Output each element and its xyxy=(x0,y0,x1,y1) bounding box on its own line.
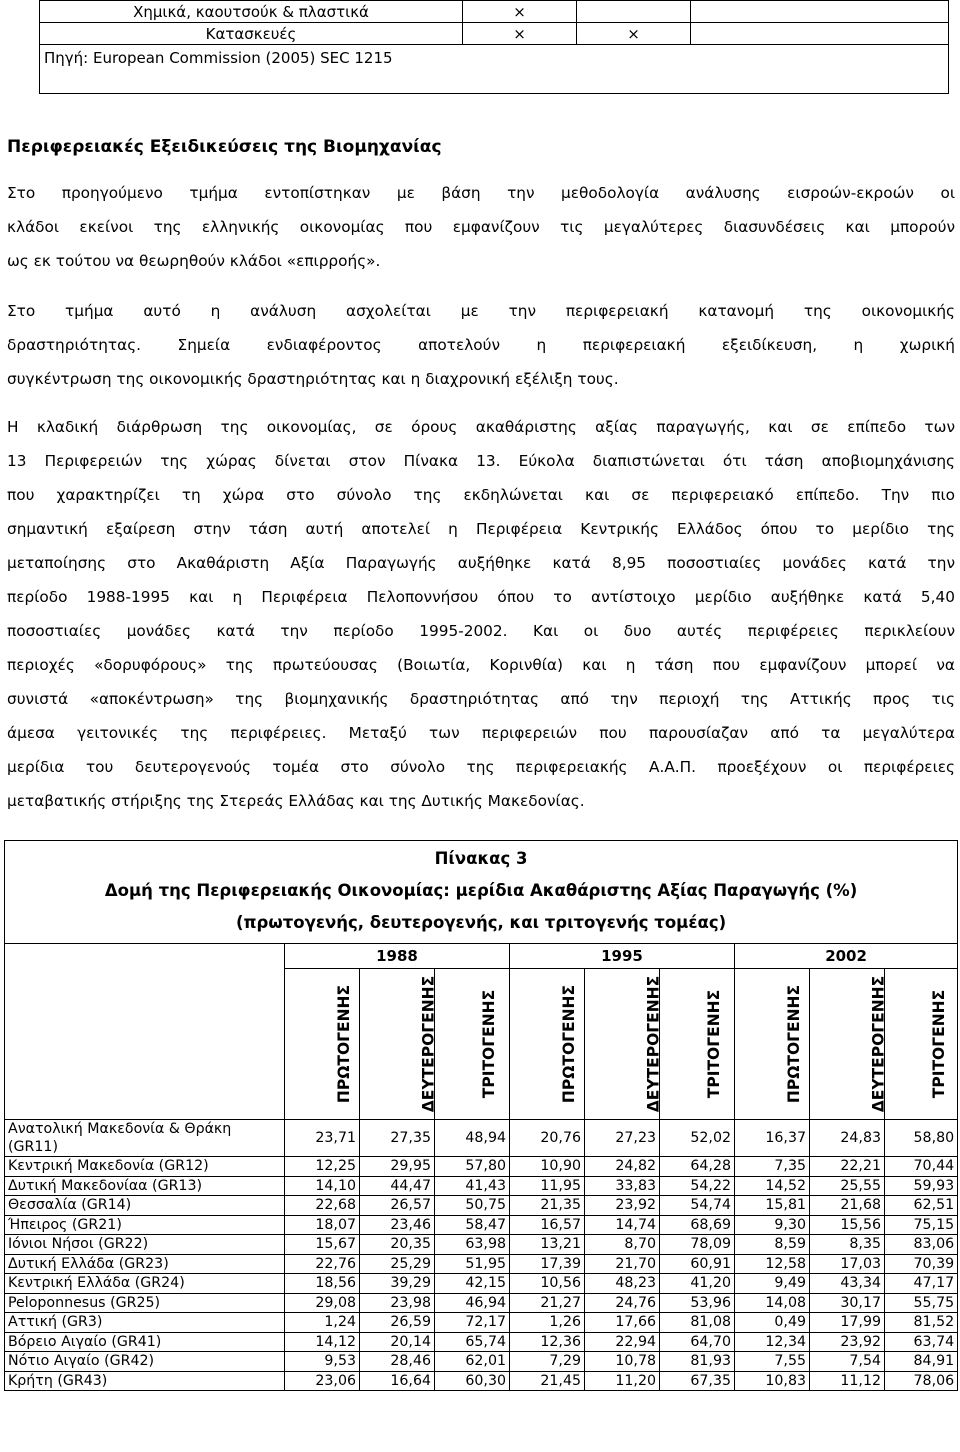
year-header: 2002 xyxy=(735,944,958,969)
share-value: 11,95 xyxy=(510,1176,585,1196)
sector-header xyxy=(885,969,958,1120)
share-value: 15,67 xyxy=(285,1235,360,1255)
share-value: 23,71 xyxy=(285,1120,360,1157)
share-value: 8,35 xyxy=(810,1235,885,1255)
share-value: 20,14 xyxy=(360,1332,435,1352)
year-header: 1988 xyxy=(285,944,510,969)
share-value: 57,80 xyxy=(435,1157,510,1177)
paragraph-line: συγκέντρωση της οικονομικής δραστηριότητας και η διαχρονική εξέλιξη τους. xyxy=(7,370,619,388)
table-row xyxy=(5,1176,958,1196)
share-value: 1,24 xyxy=(285,1313,360,1333)
share-value: 7,54 xyxy=(810,1352,885,1372)
share-value: 18,56 xyxy=(285,1274,360,1294)
share-value: 15,81 xyxy=(735,1196,810,1216)
share-value: 68,69 xyxy=(660,1215,735,1235)
region-name: Κρήτη (GR43) xyxy=(5,1371,285,1391)
share-value: 22,94 xyxy=(585,1332,660,1352)
source-empty xyxy=(577,45,949,94)
share-value: 26,59 xyxy=(360,1313,435,1333)
share-value: 21,35 xyxy=(510,1196,585,1216)
share-value: 16,64 xyxy=(360,1371,435,1391)
share-value: 44,47 xyxy=(360,1176,435,1196)
share-value: 81,93 xyxy=(660,1352,735,1372)
share-value: 21,45 xyxy=(510,1371,585,1391)
sector-header xyxy=(585,969,663,1120)
paragraph-line: 13 Περιφερειών της χώρας δίνεται στον Πίνακα 13. Εύκολα διαπιστώνεται ότι τάση αποβιομηχάνισης xyxy=(7,452,955,470)
share-value: 8,59 xyxy=(735,1235,810,1255)
year-header-empty xyxy=(5,944,285,969)
region-name: Νότιο Αιγαίο (GR42) xyxy=(5,1352,285,1372)
share-value: 17,99 xyxy=(810,1313,885,1333)
paragraph-1 xyxy=(7,176,955,278)
share-value: 81,52 xyxy=(885,1313,958,1333)
share-value: 55,75 xyxy=(885,1293,958,1313)
top-row-mark xyxy=(577,1,691,23)
share-value: 58,47 xyxy=(435,1215,510,1235)
paragraph-line: Η κλαδική διάρθρωση της οικονομίας, σε όρους ακαθάριστης αξίας παραγωγής, και σε επίπεδο των xyxy=(7,418,955,436)
share-value: 54,22 xyxy=(660,1176,735,1196)
share-value: 70,44 xyxy=(885,1157,958,1177)
table-row xyxy=(5,1254,958,1274)
top-row-mark: × xyxy=(463,1,577,23)
top-row xyxy=(40,1,949,23)
share-value: 39,29 xyxy=(360,1274,435,1294)
share-value: 22,21 xyxy=(810,1157,885,1177)
table-row xyxy=(5,1235,958,1255)
share-value: 9,49 xyxy=(735,1274,810,1294)
sector-header xyxy=(810,969,888,1120)
share-value: 11,12 xyxy=(810,1371,885,1391)
share-value: 12,36 xyxy=(510,1332,585,1352)
region-name: Κεντρική Ελλάδα (GR24) xyxy=(5,1274,285,1294)
share-value: 63,98 xyxy=(435,1235,510,1255)
share-value: 41,43 xyxy=(435,1176,510,1196)
sector-header-row xyxy=(5,969,958,1120)
section-title: Περιφερειακές Εξειδικεύσεις της Βιομηχανίας xyxy=(7,137,442,157)
share-value: 10,83 xyxy=(735,1371,810,1391)
paragraph-line: περίοδο 1988-1995 και η Περιφέρεια Πελοποννήσου όπου το αντίστοιχο μερίδιο αυξήθηκε κατά 5,40 xyxy=(7,588,955,606)
source-note: Πηγή: European Commission (2005) SEC 1215 xyxy=(40,45,577,94)
share-value: 18,07 xyxy=(285,1215,360,1235)
paragraph-line: δραστηριότητας. Σημεία ενδιαφέροντος αποτελούν η περιφερειακή εξειδίκευση, η χωρική xyxy=(7,336,955,354)
region-name: Ήπειρος (GR21) xyxy=(5,1215,285,1235)
share-value: 50,75 xyxy=(435,1196,510,1216)
region-name: Ανατολική Μακεδονία & Θράκη (GR11) xyxy=(5,1120,285,1157)
table-row xyxy=(5,1293,958,1313)
sector-header-label: ΠΡΩΤΟΓΕΝΗΣ xyxy=(335,984,354,1104)
paragraph-line: άμεσα γειτονικές της περιφέρειες. Μεταξύ των περιφερειών που παρουσίαζαν από τα μεγαλύτερα xyxy=(7,724,955,742)
share-value: 48,94 xyxy=(435,1120,510,1157)
share-value: 62,01 xyxy=(435,1352,510,1372)
share-value: 7,35 xyxy=(735,1157,810,1177)
share-value: 78,06 xyxy=(885,1371,958,1391)
paragraph-line: που χαρακτηρίζει τη χώρα στο σύνολο της εκδηλώνεται και σε περιφερειακό επίπεδο. Την πιο xyxy=(7,486,955,504)
share-value: 17,03 xyxy=(810,1254,885,1274)
share-value: 27,23 xyxy=(585,1120,660,1157)
table-row xyxy=(5,1196,958,1216)
share-value: 63,74 xyxy=(885,1332,958,1352)
sector-header xyxy=(735,969,810,1120)
share-value: 25,29 xyxy=(360,1254,435,1274)
share-value: 64,28 xyxy=(660,1157,735,1177)
region-name: Θεσσαλία (GR14) xyxy=(5,1196,285,1216)
region-name: Δυτική Ελλάδα (GR23) xyxy=(5,1254,285,1274)
sector-header-label: ΔΕΥΤΕΡΟΓΕΝΗΣ xyxy=(644,975,663,1113)
paragraph-line: μερίδια του δευτερογενούς τομέα στο σύνολο της περιφερειακής Α.Α.Π. προεξέχουν οι περιφέρειες xyxy=(7,758,955,776)
table-caption: Πίνακας 3 xyxy=(434,849,528,868)
year-header: 1995 xyxy=(510,944,735,969)
share-value: 22,76 xyxy=(285,1254,360,1274)
sector-header-empty xyxy=(5,969,285,1120)
share-value: 65,74 xyxy=(435,1332,510,1352)
region-name: Peloponnesus (GR25) xyxy=(5,1293,285,1313)
region-name: Αττική (GR3) xyxy=(5,1313,285,1333)
top-row-mark: × xyxy=(463,23,577,45)
paragraph-line: ως εκ τούτου να θεωρηθούν κλάδοι «επιρροής». xyxy=(7,252,381,270)
share-value: 70,39 xyxy=(885,1254,958,1274)
share-value: 24,76 xyxy=(585,1293,660,1313)
share-value: 83,06 xyxy=(885,1235,958,1255)
share-value: 42,15 xyxy=(435,1274,510,1294)
share-value: 23,92 xyxy=(585,1196,660,1216)
share-value: 24,82 xyxy=(585,1157,660,1177)
year-header-row xyxy=(5,944,958,969)
region-name: Βόρειο Αιγαίο (GR41) xyxy=(5,1332,285,1352)
share-value: 41,20 xyxy=(660,1274,735,1294)
top-row-mark: × xyxy=(577,23,691,45)
table-row xyxy=(5,1215,958,1235)
share-value: 11,20 xyxy=(585,1371,660,1391)
paragraph-line: περιοχές «δορυφόρους» της πρωτεύουσας (Βοιωτία, Κορινθία) και η τάση που εμφανίζουν μπορεί να xyxy=(7,656,955,674)
table-row xyxy=(5,1371,958,1391)
share-value: 64,70 xyxy=(660,1332,735,1352)
sector-header-label: ΠΡΩΤΟΓΕΝΗΣ xyxy=(785,984,804,1104)
sector-header xyxy=(435,969,510,1120)
share-value: 84,91 xyxy=(885,1352,958,1372)
share-value: 24,83 xyxy=(810,1120,885,1157)
source-row xyxy=(40,45,949,94)
top-row-label: Χημικά, καουτσούκ & πλαστικά xyxy=(40,1,463,23)
share-value: 43,34 xyxy=(810,1274,885,1294)
sector-header-label: ΠΡΩΤΟΓΕΝΗΣ xyxy=(560,984,579,1104)
sector-header-label: ΤΡΙΤΟΓΕΝΗΣ xyxy=(705,989,724,1099)
share-value: 46,94 xyxy=(435,1293,510,1313)
paragraph-line: Στο τμήμα αυτό η ανάλυση ασχολείται με την περιφερειακή κατανομή της οικονομικής xyxy=(7,302,955,320)
sector-header xyxy=(285,969,360,1120)
share-value: 16,37 xyxy=(735,1120,810,1157)
share-value: 59,93 xyxy=(885,1176,958,1196)
paragraph-3 xyxy=(7,410,955,818)
table-caption-row xyxy=(5,841,958,944)
share-value: 14,74 xyxy=(585,1215,660,1235)
share-value: 14,08 xyxy=(735,1293,810,1313)
share-value: 72,17 xyxy=(435,1313,510,1333)
regional-economy-table-wrap xyxy=(4,840,957,1452)
share-value: 21,70 xyxy=(585,1254,660,1274)
share-value: 30,17 xyxy=(810,1293,885,1313)
share-value: 25,55 xyxy=(810,1176,885,1196)
sector-header xyxy=(510,969,585,1120)
sector-fragment-table xyxy=(39,0,949,94)
share-value: 8,70 xyxy=(585,1235,660,1255)
share-value: 10,56 xyxy=(510,1274,585,1294)
paragraph-line: συνιστά «αποκέντρωση» της βιομηχανικής δραστηριότητας από την περιοχή της Αττικής προς τις xyxy=(7,690,955,708)
share-value: 29,08 xyxy=(285,1293,360,1313)
share-value: 14,52 xyxy=(735,1176,810,1196)
share-value: 0,49 xyxy=(735,1313,810,1333)
share-value: 26,57 xyxy=(360,1196,435,1216)
paragraph-2 xyxy=(7,294,955,396)
paragraph-line: κλάδοι εκείνοι της ελληνικής οικονομίας που εμφανίζουν τις μεγαλύτερες διασυνδέσεις και μπορούν xyxy=(7,218,955,236)
share-value: 75,15 xyxy=(885,1215,958,1235)
table-row xyxy=(5,1120,958,1157)
region-name: Κεντρική Μακεδονία (GR12) xyxy=(5,1157,285,1177)
share-value: 9,53 xyxy=(285,1352,360,1372)
share-value: 1,26 xyxy=(510,1313,585,1333)
region-name: Ιόνιοι Νήσοι (GR22) xyxy=(5,1235,285,1255)
paragraph-line: ποσοστιαίες μονάδες κατά την περίοδο 1995-2002. Και οι δυο αυτές περιφέρειες περικλείουν xyxy=(7,622,955,640)
share-value: 48,23 xyxy=(585,1274,660,1294)
share-value: 21,27 xyxy=(510,1293,585,1313)
sector-header xyxy=(660,969,735,1120)
top-row-empty xyxy=(691,23,949,45)
share-value: 27,35 xyxy=(360,1120,435,1157)
table-row xyxy=(5,1274,958,1294)
share-value: 13,21 xyxy=(510,1235,585,1255)
share-value: 20,35 xyxy=(360,1235,435,1255)
sector-header-label: ΤΡΙΤΟΓΕΝΗΣ xyxy=(480,989,499,1099)
share-value: 14,12 xyxy=(285,1332,360,1352)
share-value: 53,96 xyxy=(660,1293,735,1313)
share-value: 28,46 xyxy=(360,1352,435,1372)
table-row xyxy=(5,1332,958,1352)
share-value: 17,66 xyxy=(585,1313,660,1333)
share-value: 16,57 xyxy=(510,1215,585,1235)
table-caption-cell xyxy=(5,841,958,944)
share-value: 58,80 xyxy=(885,1120,958,1157)
share-value: 21,68 xyxy=(810,1196,885,1216)
share-value: 62,51 xyxy=(885,1196,958,1216)
region-name: Δυτική Μακεδονίαα (GR13) xyxy=(5,1176,285,1196)
share-value: 81,08 xyxy=(660,1313,735,1333)
share-value: 9,30 xyxy=(735,1215,810,1235)
sector-header-label: ΔΕΥΤΕΡΟΓΕΝΗΣ xyxy=(419,975,438,1113)
share-value: 12,58 xyxy=(735,1254,810,1274)
top-row xyxy=(40,23,949,45)
share-value: 60,30 xyxy=(435,1371,510,1391)
paragraph-line: μεταποίησης στο Ακαθάριστη Αξία Παραγωγής αυξήθηκε κατά 8,95 ποσοστιαίες μονάδες κατά την xyxy=(7,554,955,572)
share-value: 14,10 xyxy=(285,1176,360,1196)
table-title: Δομή της Περιφερειακής Οικονομίας: μερίδια Ακαθάριστης Αξίας Παραγωγής (%) xyxy=(104,881,858,900)
share-value: 23,92 xyxy=(810,1332,885,1352)
paragraph-line: μεταβατικής στήριξης της Στερεάς Ελλάδας και της Δυτικής Μακεδονίας. xyxy=(7,792,585,810)
share-value: 12,34 xyxy=(735,1332,810,1352)
share-value: 7,55 xyxy=(735,1352,810,1372)
share-value: 17,39 xyxy=(510,1254,585,1274)
share-value: 54,74 xyxy=(660,1196,735,1216)
top-row-label: Κατασκευές xyxy=(40,23,463,45)
sector-header-label: ΤΡΙΤΟΓΕΝΗΣ xyxy=(930,989,949,1099)
share-value: 29,95 xyxy=(360,1157,435,1177)
sector-header xyxy=(360,969,438,1120)
share-value: 52,02 xyxy=(660,1120,735,1157)
table-row xyxy=(5,1157,958,1177)
table-subtitle: (πρωτογενής, δευτερογενής, και τριτογενής τομέας) xyxy=(235,913,727,932)
paragraph-line: Στο προηγούμενο τμήμα εντοπίστηκαν με βάση την μεθοδολογία ανάλυσης εισροών-εκροών οι xyxy=(7,184,955,202)
share-value: 23,98 xyxy=(360,1293,435,1313)
share-value: 15,56 xyxy=(810,1215,885,1235)
table-row xyxy=(5,1313,958,1333)
paragraph-line: σημαντική εξαίρεση στην τάση αυτή αποτελεί η Περιφέρεια Κεντρικής Ελλάδος όπου το μερίδιο της xyxy=(7,520,955,538)
share-value: 33,83 xyxy=(585,1176,660,1196)
share-value: 10,90 xyxy=(510,1157,585,1177)
regional-economy-table xyxy=(4,840,958,1391)
share-value: 22,68 xyxy=(285,1196,360,1216)
table-row xyxy=(5,1352,958,1372)
share-value: 78,09 xyxy=(660,1235,735,1255)
share-value: 23,06 xyxy=(285,1371,360,1391)
share-value: 51,95 xyxy=(435,1254,510,1274)
share-value: 67,35 xyxy=(660,1371,735,1391)
top-row-empty xyxy=(691,1,949,23)
share-value: 20,76 xyxy=(510,1120,585,1157)
share-value: 12,25 xyxy=(285,1157,360,1177)
sector-header-label: ΔΕΥΤΕΡΟΓΕΝΗΣ xyxy=(869,975,888,1113)
share-value: 10,78 xyxy=(585,1352,660,1372)
share-value: 47,17 xyxy=(885,1274,958,1294)
share-value: 60,91 xyxy=(660,1254,735,1274)
share-value: 23,46 xyxy=(360,1215,435,1235)
share-value: 7,29 xyxy=(510,1352,585,1372)
